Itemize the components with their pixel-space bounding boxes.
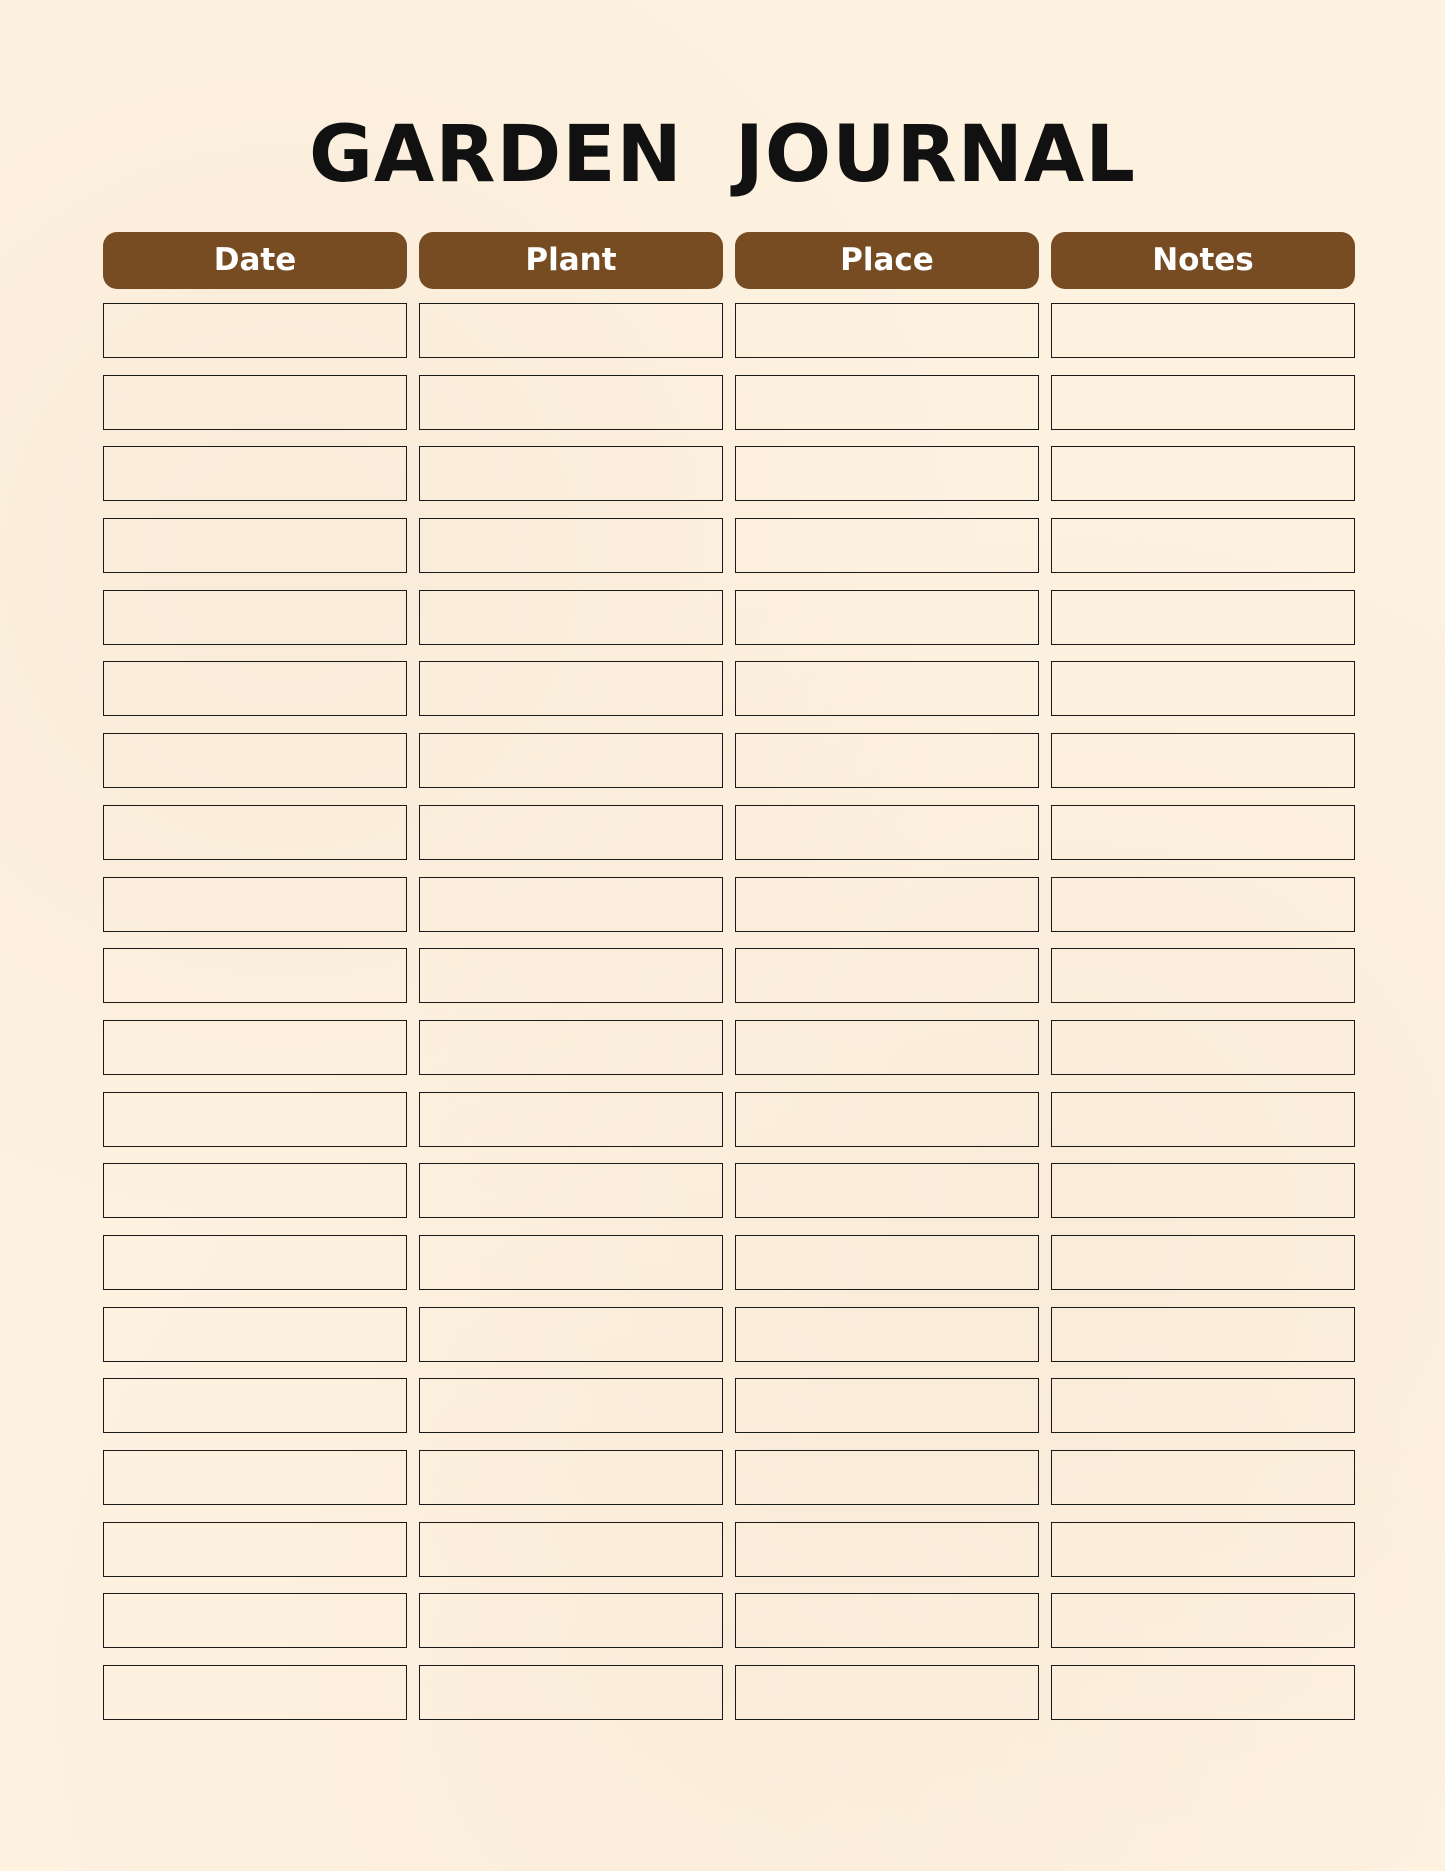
date-entry-cell[interactable] (103, 590, 407, 645)
plant-entry-cell[interactable] (419, 1593, 723, 1648)
place-cells (735, 303, 1039, 1737)
date-entry-cell[interactable] (103, 1378, 407, 1433)
plant-cells (419, 303, 723, 1737)
notes-entry-cell[interactable] (1051, 1450, 1355, 1505)
date-entry-cell[interactable] (103, 1450, 407, 1505)
place-entry-cell[interactable] (735, 446, 1039, 501)
notes-entry-cell[interactable] (1051, 303, 1355, 358)
place-entry-cell[interactable] (735, 375, 1039, 430)
notes-entry-cell[interactable] (1051, 446, 1355, 501)
plant-entry-cell[interactable] (419, 446, 723, 501)
date-entry-cell[interactable] (103, 303, 407, 358)
date-entry-cell[interactable] (103, 733, 407, 788)
journal-table (103, 232, 1355, 1737)
column-date (103, 232, 407, 1737)
notes-entry-cell[interactable] (1051, 1665, 1355, 1720)
plant-entry-cell[interactable] (419, 590, 723, 645)
notes-entry-cell[interactable] (1051, 805, 1355, 860)
date-entry-cell[interactable] (103, 1163, 407, 1218)
notes-entry-cell[interactable] (1051, 1378, 1355, 1433)
date-entry-cell[interactable] (103, 518, 407, 573)
page-title: GARDEN JOURNAL (309, 110, 1136, 200)
date-entry-cell[interactable] (103, 948, 407, 1003)
plant-entry-cell[interactable] (419, 1163, 723, 1218)
date-entry-cell[interactable] (103, 1593, 407, 1648)
place-entry-cell[interactable] (735, 1307, 1039, 1362)
notes-entry-cell[interactable] (1051, 375, 1355, 430)
date-entry-cell[interactable] (103, 805, 407, 860)
place-entry-cell[interactable] (735, 1378, 1039, 1433)
date-cells (103, 303, 407, 1737)
plant-entry-cell[interactable] (419, 303, 723, 358)
plant-entry-cell[interactable] (419, 877, 723, 932)
plant-entry-cell[interactable] (419, 1020, 723, 1075)
place-entry-cell[interactable] (735, 1522, 1039, 1577)
place-entry-cell[interactable] (735, 1020, 1039, 1075)
date-entry-cell[interactable] (103, 1522, 407, 1577)
date-entry-cell[interactable] (103, 446, 407, 501)
place-entry-cell[interactable] (735, 518, 1039, 573)
notes-entry-cell[interactable] (1051, 948, 1355, 1003)
place-entry-cell[interactable] (735, 1163, 1039, 1218)
notes-entry-cell[interactable] (1051, 1020, 1355, 1075)
notes-entry-cell[interactable] (1051, 661, 1355, 716)
column-plant (419, 232, 723, 1737)
place-entry-cell[interactable] (735, 1450, 1039, 1505)
date-entry-cell[interactable] (103, 661, 407, 716)
date-entry-cell[interactable] (103, 1665, 407, 1720)
plant-entry-cell[interactable] (419, 1665, 723, 1720)
plant-entry-cell[interactable] (419, 948, 723, 1003)
notes-entry-cell[interactable] (1051, 1593, 1355, 1648)
place-entry-cell[interactable] (735, 1092, 1039, 1147)
header-place: Place (735, 232, 1039, 289)
plant-entry-cell[interactable] (419, 805, 723, 860)
date-entry-cell[interactable] (103, 1092, 407, 1147)
notes-entry-cell[interactable] (1051, 877, 1355, 932)
plant-entry-cell[interactable] (419, 518, 723, 573)
plant-entry-cell[interactable] (419, 733, 723, 788)
date-entry-cell[interactable] (103, 375, 407, 430)
notes-entry-cell[interactable] (1051, 518, 1355, 573)
notes-entry-cell[interactable] (1051, 733, 1355, 788)
place-entry-cell[interactable] (735, 733, 1039, 788)
place-entry-cell[interactable] (735, 590, 1039, 645)
header-notes: Notes (1051, 232, 1355, 289)
place-entry-cell[interactable] (735, 1665, 1039, 1720)
date-entry-cell[interactable] (103, 877, 407, 932)
column-notes (1051, 232, 1355, 1737)
date-entry-cell[interactable] (103, 1235, 407, 1290)
place-entry-cell[interactable] (735, 303, 1039, 358)
header-plant: Plant (419, 232, 723, 289)
plant-entry-cell[interactable] (419, 375, 723, 430)
plant-entry-cell[interactable] (419, 1378, 723, 1433)
date-entry-cell[interactable] (103, 1307, 407, 1362)
plant-entry-cell[interactable] (419, 661, 723, 716)
plant-entry-cell[interactable] (419, 1307, 723, 1362)
header-date: Date (103, 232, 407, 289)
plant-entry-cell[interactable] (419, 1235, 723, 1290)
place-entry-cell[interactable] (735, 1235, 1039, 1290)
place-entry-cell[interactable] (735, 661, 1039, 716)
notes-cells (1051, 303, 1355, 1737)
plant-entry-cell[interactable] (419, 1092, 723, 1147)
place-entry-cell[interactable] (735, 948, 1039, 1003)
plant-entry-cell[interactable] (419, 1450, 723, 1505)
plant-entry-cell[interactable] (419, 1522, 723, 1577)
notes-entry-cell[interactable] (1051, 1163, 1355, 1218)
place-entry-cell[interactable] (735, 877, 1039, 932)
notes-entry-cell[interactable] (1051, 1092, 1355, 1147)
place-entry-cell[interactable] (735, 805, 1039, 860)
notes-entry-cell[interactable] (1051, 1307, 1355, 1362)
place-entry-cell[interactable] (735, 1593, 1039, 1648)
notes-entry-cell[interactable] (1051, 1522, 1355, 1577)
column-place (735, 232, 1039, 1737)
date-entry-cell[interactable] (103, 1020, 407, 1075)
notes-entry-cell[interactable] (1051, 590, 1355, 645)
notes-entry-cell[interactable] (1051, 1235, 1355, 1290)
